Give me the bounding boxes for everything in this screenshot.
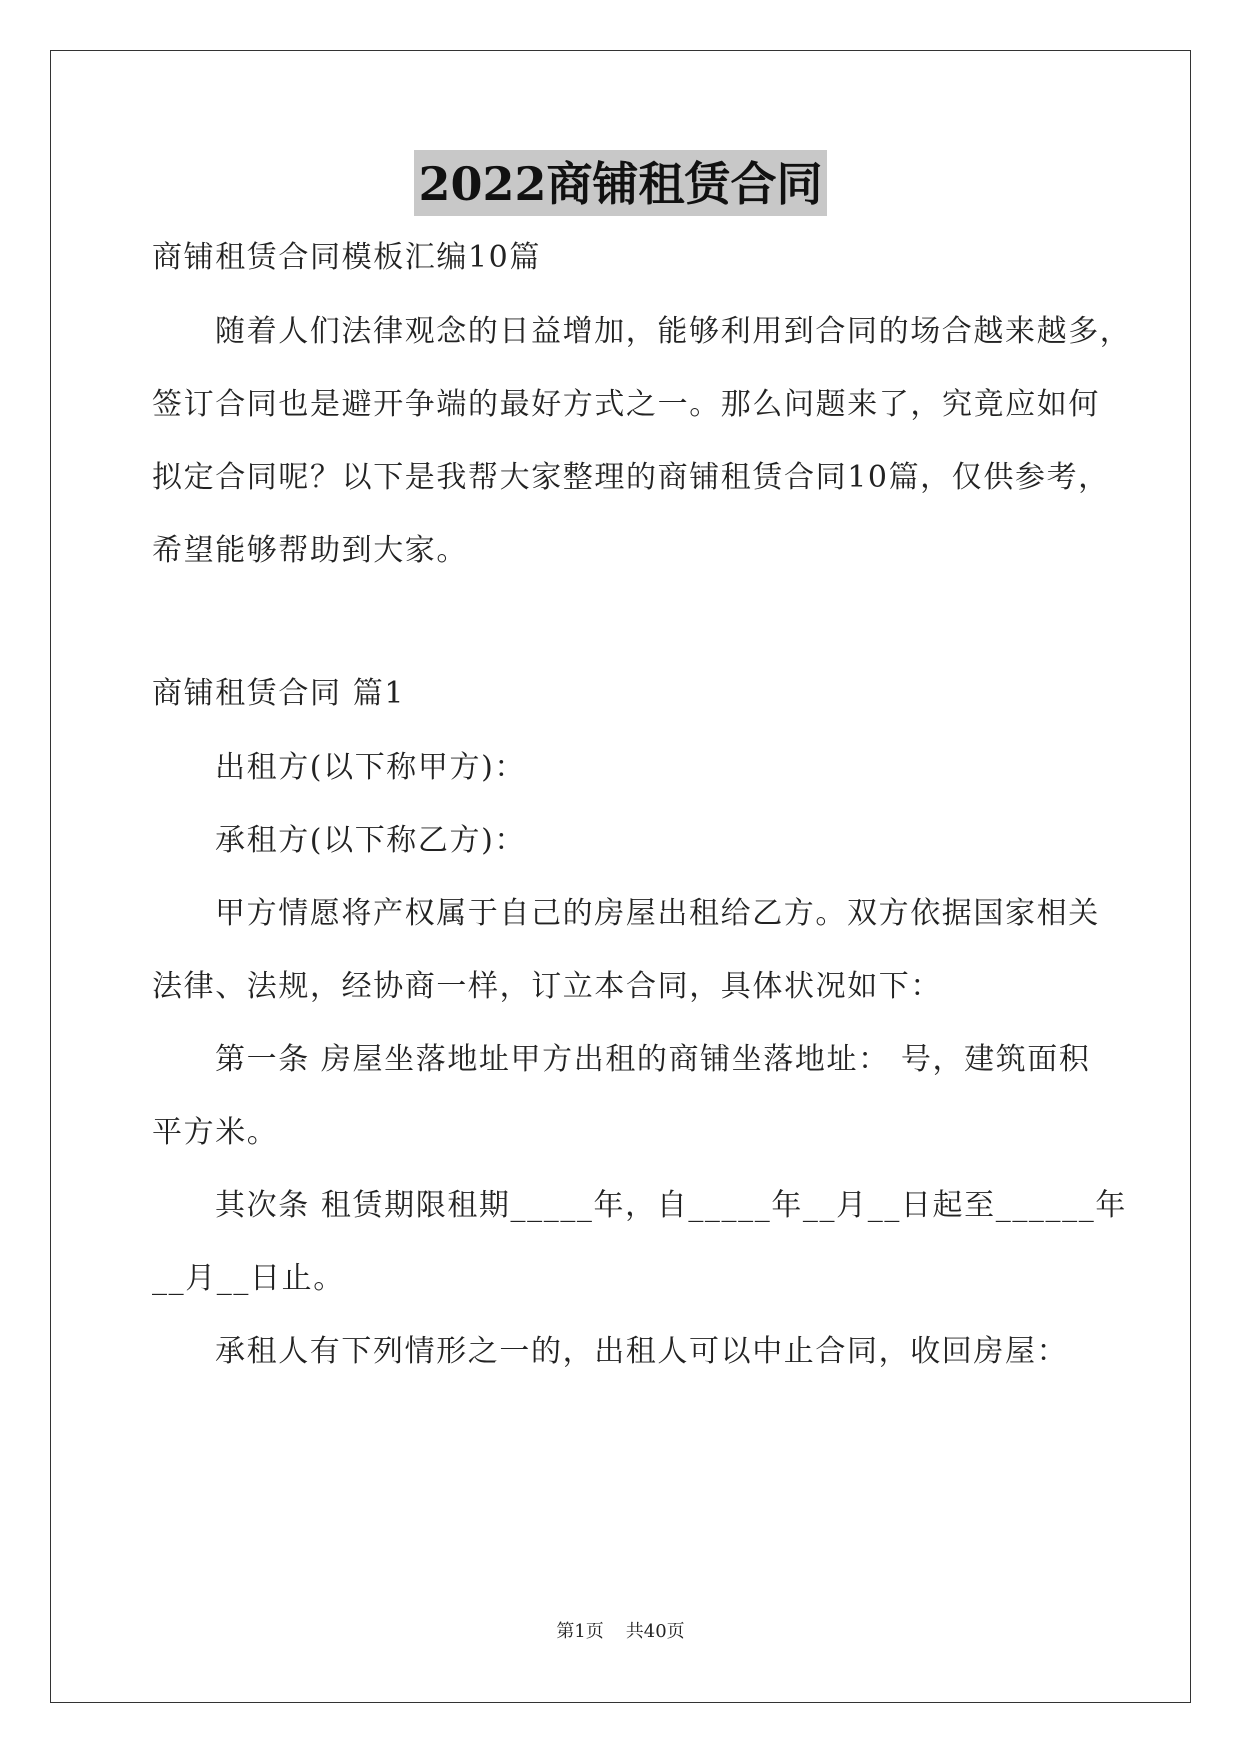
intro-paragraph-line: 拟定合同呢？以下是我帮大家整理的商铺租赁合同10篇，仅供参考， [152,460,1110,495]
page-total: 共40页 [625,1621,685,1642]
article-1-line: 第一条 房屋坐落地址甲方出租的商铺坐落地址： 号，建筑面积 [215,1042,1091,1077]
article-2-line: 其次条 租赁期限租期_____年，自_____年__月__日起至______年 [215,1188,1127,1223]
termination-clause-line: 承租人有下列情形之一的，出租人可以中止合同，收回房屋： [215,1334,1069,1369]
page-footer [0,1620,1241,1644]
intro-paragraph-line: 希望能够帮助到大家。 [152,533,468,568]
body-paragraph-line: 法律、法规，经协商一样，订立本合同，具体状况如下： [152,969,942,1004]
subtitle: 商铺租赁合同模板汇编10篇 [152,240,541,275]
lessor-field: 出租方(以下称甲方)： [215,750,527,785]
page-border [50,50,1191,1703]
intro-paragraph-line: 签订合同也是避开争端的最好方式之一。那么问题来了，究竟应如何 [152,387,1100,422]
document-title: 2022商铺租赁合同 [414,150,826,216]
title-container [0,150,1241,216]
page-number: 第1页 [556,1621,604,1642]
body-paragraph-line: 甲方情愿将产权属于自己的房屋出租给乙方。双方依据国家相关 [215,896,1100,931]
lessee-field: 承租方(以下称乙方)： [215,823,527,858]
article-1-line: 平方米。 [152,1115,279,1150]
intro-paragraph-line: 随着人们法律观念的日益增加，能够利用到合同的场合越来越多， [215,314,1132,349]
section-heading: 商铺租赁合同 篇1 [152,676,406,711]
article-2-line: __月__日止。 [152,1261,345,1296]
